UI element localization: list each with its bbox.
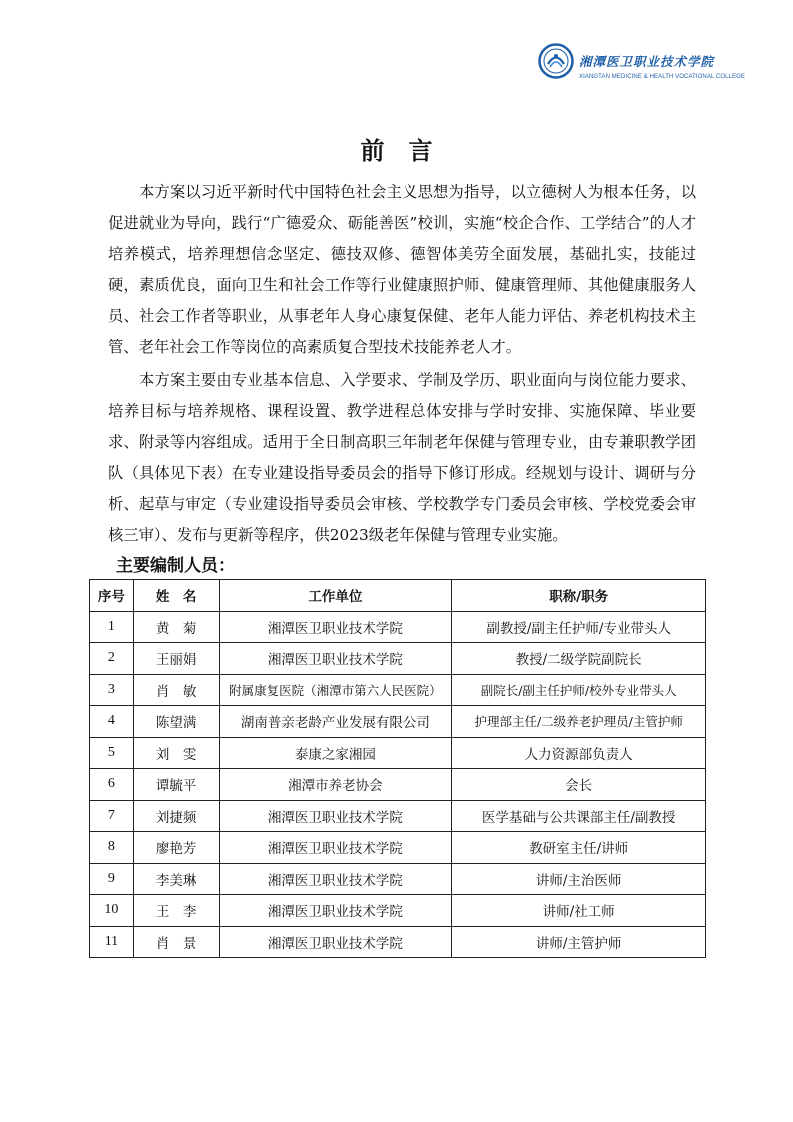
col-header-workplace: 工作单位 [219,580,452,612]
cell-name: 肖 景 [133,926,219,958]
cell-name: 刘捷频 [133,800,219,832]
cell-workplace: 湘潭医卫职业技术学院 [219,800,452,832]
cell-name: 王 李 [133,895,219,927]
cell-index: 7 [90,800,134,832]
cell-name: 李美琳 [133,863,219,895]
cell-name: 黄 菊 [133,611,219,643]
cell-workplace: 湘潭医卫职业技术学院 [219,863,452,895]
cell-title: 讲师/社工师 [452,895,706,927]
page-title: 前言 [360,137,457,165]
table-row [90,737,706,769]
cell-index: 11 [90,926,134,958]
table-row [90,643,706,675]
logo-english-name: XIANGTAN MEDICINE & HEALTH VOCATIONAL COLLEGE [579,74,745,80]
table-row [90,769,706,801]
preface-paragraph-2: 本方案主要由专业基本信息、入学要求、学制及学历、职业面向与岗位能力要求、培养目标与培养规格、课程设置、教学进程总体安排与学时安排、实施保障、毕业要求、附录等内容组成。适用于全日制高职三年制老年保健与管理专业，由专兼职教学团队（具体见下表）在专业建设指导委员会的指导下修订形成。经规划与设计、调研与分析、起草与审定（专业建设指导委员会审核、学校教学专门委员会审核、学校党委会审核三审）、发布与更新等程序，供2023级老年保健与管理专业实施。 [108,371,696,545]
cell-title: 教研室主任/讲师 [452,832,706,864]
table-row [90,800,706,832]
college-logo [538,43,745,93]
cell-title: 讲师/主治医师 [452,863,706,895]
cell-index: 3 [90,674,134,706]
cell-title: 护理部主任/二级养老护理员/主管护师 [452,706,706,738]
table-row [90,926,706,958]
staff-section-heading: 主要编制人员： [116,556,235,576]
cell-index: 8 [90,832,134,864]
table-header-row [90,580,706,612]
cell-index: 6 [90,769,134,801]
col-header-name: 姓 名 [133,580,219,612]
cell-name: 谭毓平 [133,769,219,801]
cell-title: 会长 [452,769,706,801]
cell-index: 4 [90,706,134,738]
cell-workplace: 湘潭医卫职业技术学院 [219,643,452,675]
cell-title: 医学基础与公共课部主任/副教授 [452,800,706,832]
cell-name: 廖艳芳 [133,832,219,864]
cell-title: 教授/二级学院副院长 [452,643,706,675]
cell-workplace: 湘潭医卫职业技术学院 [219,895,452,927]
cell-workplace: 湘潭市养老协会 [219,769,452,801]
cell-title: 讲师/主管护师 [452,926,706,958]
cell-name: 肖 敏 [133,674,219,706]
staff-table [89,579,706,958]
cell-index: 2 [90,643,134,675]
college-emblem-icon [538,43,574,79]
cell-index: 9 [90,863,134,895]
cell-index: 5 [90,737,134,769]
table-row [90,674,706,706]
cell-title: 人力资源部负责人 [452,737,706,769]
cell-index: 1 [90,611,134,643]
table-row [90,611,706,643]
preface-paragraph-1: 本方案以习近平新时代中国特色社会主义思想为指导，以立德树人为根本任务，以促进就业为导向，践行“广德爱众、砺能善医”校训，实施“校企合作、工学结合”的人才培养模式，培养理想信念坚定、德技双修、德智体美劳全面发展，基础扎实，技能过硬，素质优良，面向卫生和社会工作等行业健康照护师、健康管理师、其他健康服务人员、社会工作者等职业，从事老年人身心康复保健、老年人能力评估、养老机构技术主管、老年社会工作等岗位的高素质复合型技术技能养老人才。 [108,183,696,357]
cell-title: 副院长/副主任护师/校外专业带头人 [452,674,706,706]
cell-workplace: 湘潭医卫职业技术学院 [219,832,452,864]
col-header-index: 序号 [90,580,134,612]
cell-title: 副教授/副主任护师/专业带头人 [452,611,706,643]
cell-name: 陈望满 [133,706,219,738]
cell-workplace: 湘潭医卫职业技术学院 [219,926,452,958]
table-row [90,895,706,927]
cell-workplace: 泰康之家湘园 [219,737,452,769]
logo-chinese-name: 湘潭医卫职业技术学院 [579,54,715,69]
table-row [90,832,706,864]
cell-index: 10 [90,895,134,927]
col-header-title: 职称/职务 [452,580,706,612]
table-row [90,863,706,895]
table-row [90,706,706,738]
cell-workplace: 湖南普亲老龄产业发展有限公司 [219,706,452,738]
cell-workplace: 湘潭医卫职业技术学院 [219,611,452,643]
cell-name: 王丽娟 [133,643,219,675]
cell-workplace: 附属康复医院（湘潭市第六人民医院） [219,674,452,706]
cell-name: 刘 雯 [133,737,219,769]
